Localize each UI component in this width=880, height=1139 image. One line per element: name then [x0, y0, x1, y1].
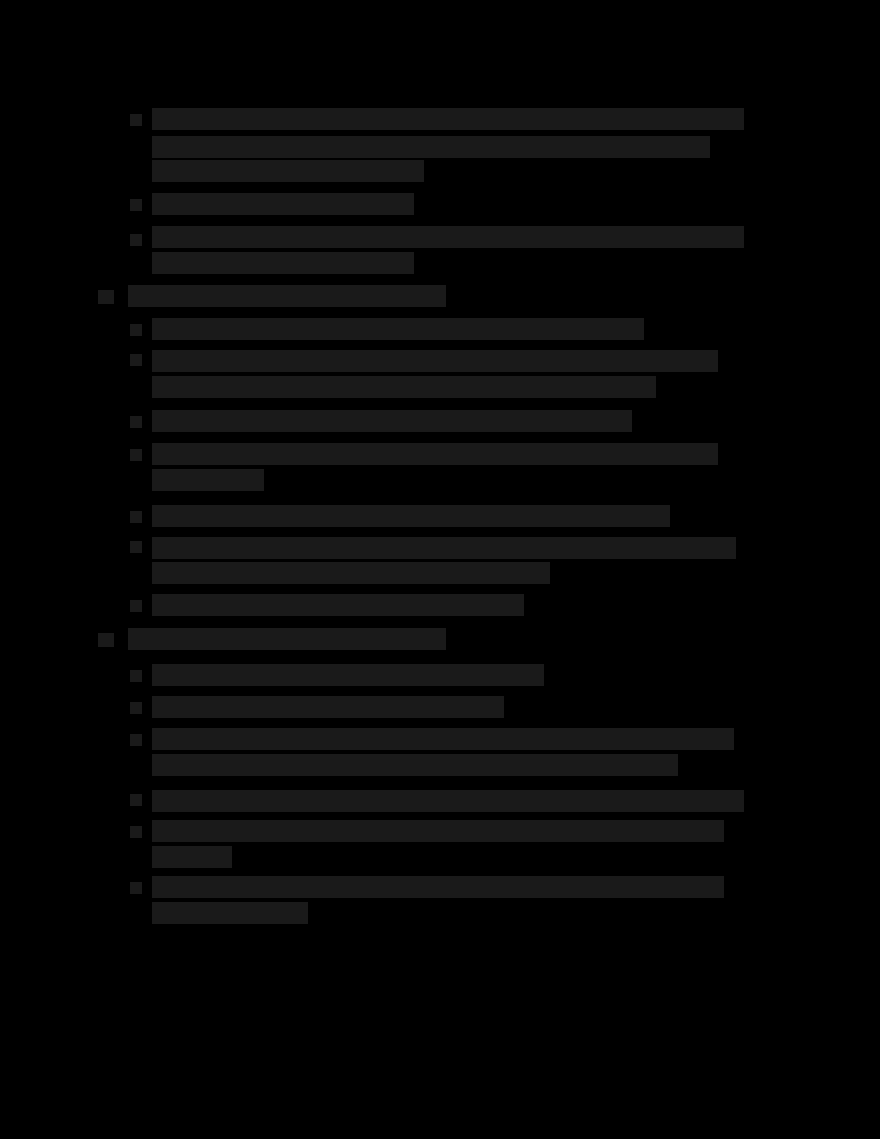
redacted-text-line	[152, 846, 232, 868]
redacted-text-line	[152, 136, 710, 158]
list-marker	[98, 633, 114, 647]
list-marker	[130, 324, 142, 336]
redacted-text-line	[152, 350, 718, 372]
redacted-text-line	[152, 108, 744, 130]
list-marker	[130, 449, 142, 461]
list-marker	[130, 511, 142, 523]
redacted-text-line	[152, 902, 308, 924]
redacted-text-line	[128, 285, 446, 307]
redacted-text-line	[152, 820, 724, 842]
redacted-text-line	[152, 193, 414, 215]
list-marker	[130, 354, 142, 366]
redacted-text-line	[152, 562, 550, 584]
list-marker	[98, 290, 114, 304]
redacted-text-line	[152, 728, 734, 750]
redacted-text-line	[152, 410, 632, 432]
list-marker	[130, 114, 142, 126]
list-marker	[130, 734, 142, 746]
redacted-text-line	[152, 469, 264, 491]
redacted-text-line	[152, 160, 424, 182]
redacted-text-line	[152, 376, 656, 398]
list-marker	[130, 199, 142, 211]
list-marker	[130, 234, 142, 246]
list-marker	[130, 541, 142, 553]
redacted-text-line	[152, 505, 670, 527]
redacted-text-line	[152, 318, 644, 340]
list-marker	[130, 416, 142, 428]
redacted-text-line	[152, 537, 736, 559]
redacted-text-line	[152, 696, 504, 718]
redacted-text-line	[152, 664, 544, 686]
list-marker	[130, 600, 142, 612]
redacted-text-line	[152, 754, 678, 776]
redacted-text-line	[152, 252, 414, 274]
list-marker	[130, 882, 142, 894]
redacted-text-line	[152, 226, 744, 248]
redacted-text-line	[128, 628, 446, 650]
redacted-text-line	[152, 594, 524, 616]
redacted-text-line	[152, 790, 744, 812]
list-marker	[130, 702, 142, 714]
list-marker	[130, 794, 142, 806]
list-marker	[130, 826, 142, 838]
redacted-text-line	[152, 443, 718, 465]
redacted-text-line	[152, 876, 724, 898]
list-marker	[130, 670, 142, 682]
